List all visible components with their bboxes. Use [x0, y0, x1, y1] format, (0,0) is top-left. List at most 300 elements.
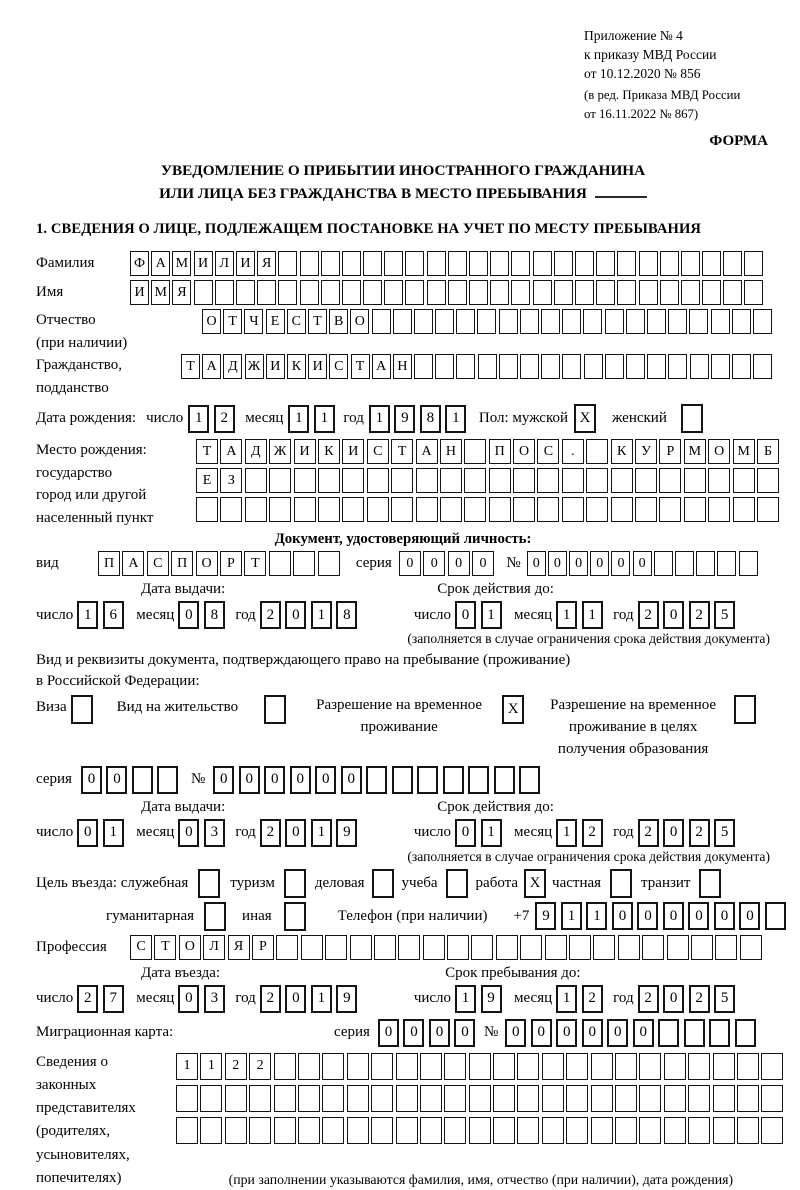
char-box[interactable]: 1 [77, 601, 98, 629]
char-box[interactable]: 9 [336, 985, 357, 1013]
char-box[interactable]: 0 [663, 985, 684, 1013]
char-box[interactable] [734, 695, 756, 724]
char-box[interactable]: 1 [311, 601, 332, 629]
purpose-other-checkbox[interactable] [284, 902, 306, 931]
edu-permit-checkbox[interactable] [734, 695, 756, 724]
char-box[interactable] [520, 309, 539, 334]
char-box[interactable] [423, 935, 445, 960]
char-box[interactable]: Ж [269, 439, 291, 464]
representatives-line1-input[interactable] [176, 1053, 786, 1080]
char-box[interactable] [511, 251, 530, 276]
char-box[interactable] [274, 1085, 296, 1112]
char-box[interactable]: X [524, 869, 546, 898]
char-box[interactable]: О [350, 309, 369, 334]
char-box[interactable] [664, 1085, 686, 1112]
char-box[interactable]: Р [220, 551, 242, 576]
char-box[interactable] [414, 309, 433, 334]
char-box[interactable] [342, 497, 364, 522]
char-box[interactable]: Т [351, 354, 370, 379]
purpose-private-checkbox[interactable] [610, 869, 632, 898]
char-box[interactable]: Т [196, 439, 218, 464]
char-box[interactable]: 0 [341, 766, 362, 794]
char-box[interactable] [688, 1085, 710, 1112]
char-box[interactable]: 2 [225, 1053, 247, 1080]
char-box[interactable]: 0 [455, 601, 476, 629]
char-box[interactable] [554, 280, 573, 305]
char-box[interactable]: Л [203, 935, 225, 960]
char-box[interactable]: О [202, 309, 221, 334]
char-box[interactable] [200, 1085, 222, 1112]
char-box[interactable]: Я [228, 935, 250, 960]
char-box[interactable]: 1 [481, 601, 502, 629]
char-box[interactable] [688, 1053, 710, 1080]
char-box[interactable] [322, 1053, 344, 1080]
char-box[interactable]: 1 [561, 902, 582, 930]
birth-day-input[interactable] [188, 405, 239, 433]
char-box[interactable]: 8 [204, 601, 225, 629]
char-box[interactable]: 0 [548, 551, 567, 576]
char-box[interactable] [194, 280, 213, 305]
char-box[interactable]: К [318, 439, 340, 464]
char-box[interactable]: 1 [556, 819, 577, 847]
char-box[interactable] [566, 1085, 588, 1112]
char-box[interactable] [575, 251, 594, 276]
char-box[interactable] [696, 551, 715, 576]
char-box[interactable]: . [562, 439, 584, 464]
char-box[interactable] [198, 869, 220, 898]
char-box[interactable] [520, 935, 542, 960]
char-box[interactable] [416, 468, 438, 493]
char-box[interactable] [416, 497, 438, 522]
purpose-business-checkbox[interactable] [372, 869, 394, 898]
char-box[interactable]: 2 [249, 1053, 271, 1080]
representatives-line2-input[interactable] [176, 1085, 786, 1112]
char-box[interactable]: А [372, 354, 391, 379]
char-box[interactable]: А [416, 439, 438, 464]
char-box[interactable] [204, 902, 226, 931]
char-box[interactable] [132, 766, 153, 794]
char-box[interactable] [732, 354, 751, 379]
char-box[interactable] [675, 551, 694, 576]
char-box[interactable] [664, 1117, 686, 1144]
char-box[interactable]: И [266, 354, 285, 379]
char-box[interactable] [322, 1085, 344, 1112]
char-box[interactable]: 0 [637, 902, 658, 930]
char-box[interactable]: 1 [188, 405, 209, 433]
char-box[interactable]: Т [181, 354, 200, 379]
char-box[interactable] [477, 309, 496, 334]
char-box[interactable] [709, 1019, 730, 1047]
char-box[interactable] [583, 309, 602, 334]
char-box[interactable] [715, 935, 737, 960]
char-box[interactable]: X [502, 695, 524, 724]
char-box[interactable] [446, 869, 468, 898]
char-box[interactable] [569, 935, 591, 960]
char-box[interactable] [711, 354, 730, 379]
char-box[interactable] [681, 251, 700, 276]
char-box[interactable] [639, 1117, 661, 1144]
char-box[interactable] [517, 1085, 539, 1112]
char-box[interactable] [681, 404, 703, 433]
char-box[interactable]: 0 [582, 1019, 603, 1047]
char-box[interactable] [200, 1117, 222, 1144]
char-box[interactable]: 0 [285, 985, 306, 1013]
char-box[interactable] [464, 468, 486, 493]
char-box[interactable] [690, 354, 709, 379]
char-box[interactable] [350, 935, 372, 960]
char-box[interactable] [733, 468, 755, 493]
char-box[interactable]: М [172, 251, 191, 276]
birth-place-line2-input[interactable] [196, 468, 781, 493]
char-box[interactable] [276, 935, 298, 960]
char-box[interactable] [713, 1085, 735, 1112]
char-box[interactable]: Т [391, 439, 413, 464]
char-box[interactable] [469, 1053, 491, 1080]
patronymic-input[interactable] [202, 309, 774, 334]
birth-place-line3-input[interactable] [196, 497, 781, 522]
char-box[interactable] [440, 468, 462, 493]
char-box[interactable]: 2 [260, 601, 281, 629]
char-box[interactable] [405, 280, 424, 305]
char-box[interactable] [236, 280, 255, 305]
residence-permit-checkbox[interactable] [264, 695, 286, 724]
char-box[interactable]: 8 [336, 601, 357, 629]
char-box[interactable] [71, 695, 93, 724]
char-box[interactable]: 0 [285, 601, 306, 629]
purpose-study-checkbox[interactable] [446, 869, 468, 898]
char-box[interactable]: 0 [611, 551, 630, 576]
char-box[interactable]: С [130, 935, 152, 960]
char-box[interactable]: 2 [214, 405, 235, 433]
char-box[interactable] [294, 468, 316, 493]
char-box[interactable]: 0 [290, 766, 311, 794]
entry-day-input[interactable] [77, 985, 128, 1013]
permit-series-input[interactable] [81, 766, 183, 794]
char-box[interactable]: С [537, 439, 559, 464]
char-box[interactable] [318, 551, 340, 576]
char-box[interactable] [176, 1117, 198, 1144]
char-box[interactable]: Т [244, 551, 266, 576]
char-box[interactable] [647, 354, 666, 379]
char-box[interactable]: 0 [612, 902, 633, 930]
char-box[interactable]: Д [223, 354, 242, 379]
char-box[interactable] [596, 251, 615, 276]
char-box[interactable] [591, 1085, 613, 1112]
char-box[interactable] [635, 468, 657, 493]
char-box[interactable]: 0 [81, 766, 102, 794]
char-box[interactable] [414, 354, 433, 379]
doc-issue-year-input[interactable] [260, 601, 362, 629]
char-box[interactable] [245, 497, 267, 522]
char-box[interactable] [269, 497, 291, 522]
char-box[interactable]: Т [223, 309, 242, 334]
char-box[interactable]: 0 [531, 1019, 552, 1047]
char-box[interactable] [542, 1117, 564, 1144]
char-box[interactable]: 0 [448, 551, 470, 576]
char-box[interactable] [398, 935, 420, 960]
char-box[interactable] [393, 309, 412, 334]
char-box[interactable]: 5 [714, 985, 735, 1013]
char-box[interactable]: К [287, 354, 306, 379]
char-box[interactable]: 0 [663, 819, 684, 847]
char-box[interactable] [542, 1085, 564, 1112]
char-box[interactable]: 1 [288, 405, 309, 433]
char-box[interactable] [371, 1085, 393, 1112]
char-box[interactable] [688, 1117, 710, 1144]
char-box[interactable]: О [708, 439, 730, 464]
representatives-line3-input[interactable] [176, 1117, 786, 1144]
char-box[interactable] [761, 1085, 783, 1112]
char-box[interactable] [318, 497, 340, 522]
sex-female-checkbox[interactable] [681, 404, 703, 433]
char-box[interactable] [278, 280, 297, 305]
char-box[interactable] [469, 1085, 491, 1112]
char-box[interactable] [391, 468, 413, 493]
char-box[interactable] [660, 280, 679, 305]
char-box[interactable]: 5 [714, 601, 735, 629]
char-box[interactable] [626, 309, 645, 334]
char-box[interactable] [298, 1117, 320, 1144]
char-box[interactable] [537, 497, 559, 522]
entry-year-input[interactable] [260, 985, 362, 1013]
char-box[interactable] [708, 468, 730, 493]
permit-number-input[interactable] [213, 766, 545, 794]
char-box[interactable] [737, 1117, 759, 1144]
char-box[interactable] [708, 497, 730, 522]
stay-until-day-input[interactable] [455, 985, 506, 1013]
char-box[interactable]: С [147, 551, 169, 576]
char-box[interactable] [711, 309, 730, 334]
char-box[interactable] [684, 1019, 705, 1047]
char-box[interactable] [300, 251, 319, 276]
char-box[interactable] [737, 1053, 759, 1080]
char-box[interactable]: М [151, 280, 170, 305]
char-box[interactable]: 2 [260, 819, 281, 847]
char-box[interactable]: 1 [586, 902, 607, 930]
char-box[interactable] [605, 354, 624, 379]
char-box[interactable] [405, 251, 424, 276]
char-box[interactable] [493, 1053, 515, 1080]
char-box[interactable] [464, 497, 486, 522]
char-box[interactable] [469, 251, 488, 276]
char-box[interactable] [347, 1053, 369, 1080]
char-box[interactable] [753, 354, 772, 379]
char-box[interactable] [396, 1053, 418, 1080]
char-box[interactable]: П [171, 551, 193, 576]
char-box[interactable]: 6 [103, 601, 124, 629]
char-box[interactable]: Н [440, 439, 462, 464]
char-box[interactable] [391, 497, 413, 522]
char-box[interactable] [615, 1053, 637, 1080]
char-box[interactable]: 1 [369, 405, 390, 433]
char-box[interactable] [444, 1053, 466, 1080]
char-box[interactable] [537, 468, 559, 493]
char-box[interactable] [511, 280, 530, 305]
char-box[interactable]: 1 [200, 1053, 222, 1080]
char-box[interactable] [468, 766, 489, 794]
char-box[interactable]: М [733, 439, 755, 464]
char-box[interactable] [293, 551, 315, 576]
char-box[interactable]: 0 [556, 1019, 577, 1047]
char-box[interactable]: Ж [245, 354, 264, 379]
char-box[interactable] [220, 497, 242, 522]
char-box[interactable] [274, 1117, 296, 1144]
char-box[interactable]: X [574, 404, 596, 433]
char-box[interactable]: А [220, 439, 242, 464]
char-box[interactable] [586, 497, 608, 522]
char-box[interactable]: А [202, 354, 221, 379]
char-box[interactable]: 0 [178, 601, 199, 629]
char-box[interactable] [489, 497, 511, 522]
permit-issue-day-input[interactable] [77, 819, 128, 847]
char-box[interactable] [322, 1117, 344, 1144]
char-box[interactable]: Н [393, 354, 412, 379]
char-box[interactable] [699, 869, 721, 898]
char-box[interactable]: Д [245, 439, 267, 464]
char-box[interactable] [541, 354, 560, 379]
char-box[interactable] [639, 280, 658, 305]
char-box[interactable]: И [194, 251, 213, 276]
char-box[interactable] [647, 309, 666, 334]
char-box[interactable] [490, 280, 509, 305]
char-box[interactable]: О [196, 551, 218, 576]
char-box[interactable] [278, 251, 297, 276]
purpose-humanitarian-checkbox[interactable] [204, 902, 226, 931]
char-box[interactable]: 0 [239, 766, 260, 794]
char-box[interactable]: П [98, 551, 120, 576]
char-box[interactable] [347, 1085, 369, 1112]
char-box[interactable]: Р [659, 439, 681, 464]
char-box[interactable] [642, 935, 664, 960]
char-box[interactable]: Е [266, 309, 285, 334]
char-box[interactable]: 0 [688, 902, 709, 930]
char-box[interactable] [533, 251, 552, 276]
char-box[interactable]: 0 [213, 766, 234, 794]
visa-checkbox[interactable] [71, 695, 93, 724]
char-box[interactable] [723, 280, 742, 305]
profession-input[interactable] [130, 935, 764, 960]
char-box[interactable] [396, 1117, 418, 1144]
char-box[interactable]: 2 [582, 819, 603, 847]
char-box[interactable] [384, 251, 403, 276]
char-box[interactable] [456, 309, 475, 334]
char-box[interactable] [249, 1117, 271, 1144]
char-box[interactable] [347, 1117, 369, 1144]
char-box[interactable]: 2 [689, 985, 710, 1013]
char-box[interactable]: З [220, 468, 242, 493]
char-box[interactable] [761, 1117, 783, 1144]
char-box[interactable] [717, 551, 736, 576]
char-box[interactable] [554, 251, 573, 276]
permit-issue-year-input[interactable] [260, 819, 362, 847]
char-box[interactable]: 9 [535, 902, 556, 930]
char-box[interactable] [739, 551, 758, 576]
char-box[interactable] [257, 280, 276, 305]
char-box[interactable] [533, 280, 552, 305]
char-box[interactable] [566, 1117, 588, 1144]
char-box[interactable] [684, 497, 706, 522]
char-box[interactable] [586, 468, 608, 493]
char-box[interactable]: И [308, 354, 327, 379]
char-box[interactable] [605, 309, 624, 334]
char-box[interactable]: А [151, 251, 170, 276]
char-box[interactable] [691, 935, 713, 960]
char-box[interactable] [617, 280, 636, 305]
sex-male-checkbox[interactable] [574, 404, 596, 433]
char-box[interactable] [342, 251, 361, 276]
permit-issue-month-input[interactable] [178, 819, 229, 847]
char-box[interactable] [757, 497, 779, 522]
char-box[interactable] [249, 1085, 271, 1112]
char-box[interactable] [493, 1117, 515, 1144]
char-box[interactable]: 0 [714, 902, 735, 930]
char-box[interactable] [499, 309, 518, 334]
char-box[interactable] [176, 1085, 198, 1112]
char-box[interactable] [702, 251, 721, 276]
char-box[interactable] [298, 1053, 320, 1080]
char-box[interactable] [668, 354, 687, 379]
char-box[interactable] [753, 309, 772, 334]
char-box[interactable] [591, 1053, 613, 1080]
purpose-transit-checkbox[interactable] [699, 869, 721, 898]
char-box[interactable] [562, 497, 584, 522]
char-box[interactable] [615, 1085, 637, 1112]
stay-until-month-input[interactable] [556, 985, 607, 1013]
char-box[interactable] [660, 251, 679, 276]
char-box[interactable]: 0 [607, 1019, 628, 1047]
doc-expiry-day-input[interactable] [455, 601, 506, 629]
phone-input[interactable] [535, 902, 790, 930]
char-box[interactable] [757, 468, 779, 493]
char-box[interactable] [664, 1053, 686, 1080]
char-box[interactable] [225, 1085, 247, 1112]
char-box[interactable] [593, 935, 615, 960]
char-box[interactable]: 0 [472, 551, 494, 576]
char-box[interactable] [737, 1085, 759, 1112]
char-box[interactable] [384, 280, 403, 305]
char-box[interactable]: 1 [556, 601, 577, 629]
char-box[interactable]: Ч [244, 309, 263, 334]
char-box[interactable] [464, 439, 486, 464]
char-box[interactable]: 1 [311, 819, 332, 847]
char-box[interactable] [586, 439, 608, 464]
char-box[interactable] [490, 251, 509, 276]
char-box[interactable] [318, 468, 340, 493]
char-box[interactable]: И [236, 251, 255, 276]
char-box[interactable] [215, 280, 234, 305]
permit-expiry-year-input[interactable] [638, 819, 740, 847]
char-box[interactable] [611, 497, 633, 522]
char-box[interactable] [654, 551, 673, 576]
purpose-official-checkbox[interactable] [198, 869, 220, 898]
purpose-tourism-checkbox[interactable] [284, 869, 306, 898]
char-box[interactable]: 2 [260, 985, 281, 1013]
char-box[interactable]: 1 [455, 985, 476, 1013]
char-box[interactable]: 2 [638, 601, 659, 629]
char-box[interactable] [440, 497, 462, 522]
char-box[interactable] [420, 1053, 442, 1080]
char-box[interactable]: 1 [481, 819, 502, 847]
char-box[interactable]: 1 [582, 601, 603, 629]
char-box[interactable] [542, 1053, 564, 1080]
char-box[interactable] [541, 309, 560, 334]
char-box[interactable]: 0 [106, 766, 127, 794]
char-box[interactable] [617, 251, 636, 276]
char-box[interactable] [342, 280, 361, 305]
char-box[interactable] [469, 1117, 491, 1144]
char-box[interactable]: Я [172, 280, 191, 305]
char-box[interactable] [321, 251, 340, 276]
